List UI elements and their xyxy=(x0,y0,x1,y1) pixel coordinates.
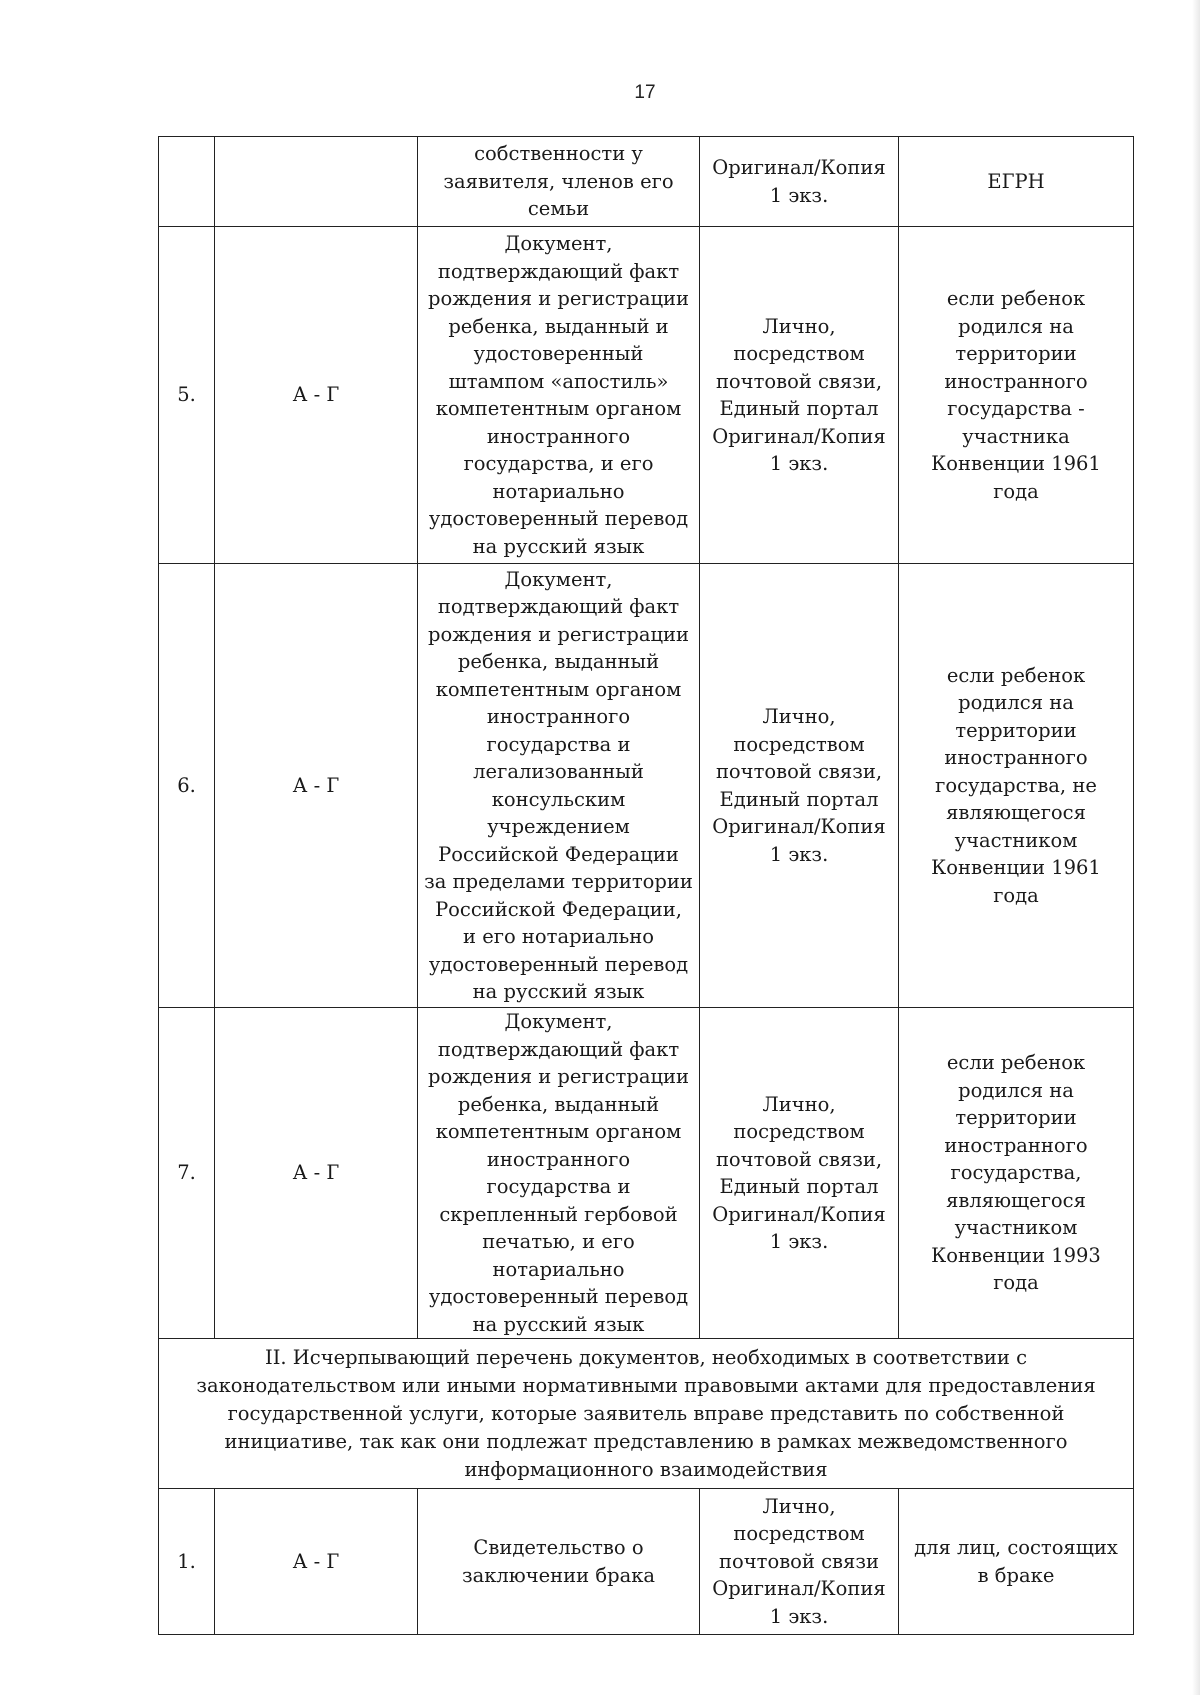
cell-category: А - Г xyxy=(215,564,418,1008)
cell-method: Лично, посредством почтовой связи Оригинал/Копия 1 экз. xyxy=(700,1489,899,1635)
page-number: 17 xyxy=(634,82,656,103)
cell-category xyxy=(215,137,418,227)
cell-document: собственности у заявителя, членов его семьи xyxy=(418,137,700,227)
cell-number xyxy=(159,137,215,227)
cell-method: Оригинал/Копия 1 экз. xyxy=(700,137,899,227)
table-row xyxy=(159,227,1134,564)
cell-document: Свидетельство о заключении брака xyxy=(418,1489,700,1635)
cell-note: ЕГРН xyxy=(899,137,1134,227)
cell-number: 6. xyxy=(159,564,215,1008)
cell-number: 1. xyxy=(159,1489,215,1635)
cell-category: А - Г xyxy=(215,1489,418,1635)
section-heading-row xyxy=(159,1339,1134,1489)
scan-edge xyxy=(1192,0,1200,1695)
cell-note: если ребенок родился на территории иностранного государства, являющегося участником Конвенции 1993 года xyxy=(899,1008,1134,1339)
cell-method: Лично, посредством почтовой связи, Единый портал Оригинал/Копия 1 экз. xyxy=(700,1008,899,1339)
table-row xyxy=(159,564,1134,1008)
section-heading: II. Исчерпывающий перечень документов, необходимых в соответствии с законодательством или иными нормативными правовыми актами для предоставления государственной услуги, которые заявитель вправе представить по собственной инициативе, так как они подлежат представлению в рамках межведомственного информационного взаимодействия xyxy=(159,1339,1134,1489)
cell-note: если ребенок родился на территории иностранного государства - участника Конвенции 1961 года xyxy=(899,227,1134,564)
documents-table xyxy=(158,136,1134,1635)
cell-method: Лично, посредством почтовой связи, Единый портал Оригинал/Копия 1 экз. xyxy=(700,564,899,1008)
cell-category: А - Г xyxy=(215,227,418,564)
cell-document: Документ, подтверждающий факт рождения и регистрации ребенка, выданный и удостоверенный штампом «апостиль» компетентным органом иностранного государства, и его нотариально удостоверенный перевод на русский язык xyxy=(418,227,700,564)
cell-number: 7. xyxy=(159,1008,215,1339)
cell-method: Лично, посредством почтовой связи, Единый портал Оригинал/Копия 1 экз. xyxy=(700,227,899,564)
cell-number: 5. xyxy=(159,227,215,564)
cell-category: А - Г xyxy=(215,1008,418,1339)
cell-document: Документ, подтверждающий факт рождения и регистрации ребенка, выданный компетентным органом иностранного государства и легализованный консульским учреждением Российской Федерации за пределами территории Российской Федерации, и его нотариально удостоверенный перевод на русский язык xyxy=(418,564,700,1008)
cell-note: если ребенок родился на территории иностранного государства, не являющегося участником Конвенции 1961 года xyxy=(899,564,1134,1008)
table-row xyxy=(159,1008,1134,1339)
table-row-continuation xyxy=(159,137,1134,227)
cell-note: для лиц, состоящих в браке xyxy=(899,1489,1134,1635)
table-row xyxy=(159,1489,1134,1635)
cell-document: Документ, подтверждающий факт рождения и регистрации ребенка, выданный компетентным органом иностранного государства и скрепленный гербовой печатью, и его нотариально удостоверенный перевод на русский язык xyxy=(418,1008,700,1339)
